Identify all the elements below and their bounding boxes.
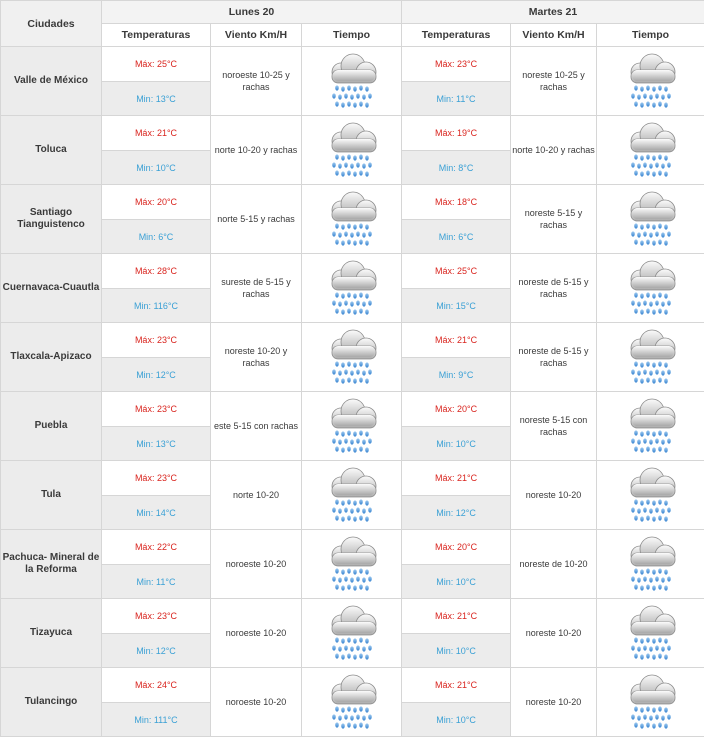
weather-cell: [597, 116, 704, 185]
max-temp: Máx: 21°C: [402, 461, 511, 496]
min-temp: Min: 11°C: [102, 565, 211, 599]
weather-cell: [302, 323, 402, 392]
rain-cloud-icon: [623, 52, 679, 110]
min-temp: Min: 11°C: [402, 82, 511, 116]
city-row: [1, 392, 704, 427]
rain-cloud-icon: [623, 190, 679, 248]
rain-cloud-icon: [324, 466, 380, 524]
min-temp: Min: 9°C: [402, 358, 511, 392]
weather-header: Tiempo: [302, 24, 402, 47]
temperatures-header: Temperaturas: [102, 24, 211, 47]
wind-info: noroeste 10-20: [211, 668, 302, 737]
min-temp: Min: 8°C: [402, 151, 511, 185]
max-temp: Máx: 20°C: [402, 392, 511, 427]
cities-header: Ciudades: [1, 1, 102, 47]
wind-info: noreste 10-25 y rachas: [511, 47, 597, 116]
rain-cloud-icon: [623, 604, 679, 662]
city-name: Tulancingo: [1, 668, 102, 737]
rain-cloud-icon: [324, 673, 380, 731]
min-temp: Min: 12°C: [402, 496, 511, 530]
city-name: Santiago Tianguistenco: [1, 185, 102, 254]
min-temp: Min: 116°C: [102, 289, 211, 323]
max-temp: Máx: 21°C: [402, 668, 511, 703]
weather-cell: [597, 599, 704, 668]
wind-info: noreste de 5-15 y rachas: [511, 254, 597, 323]
max-temp: Máx: 23°C: [102, 392, 211, 427]
city-row: [1, 599, 704, 634]
city-name: Valle de México: [1, 47, 102, 116]
weather-cell: [302, 116, 402, 185]
day-header-2: Martes 21: [402, 1, 704, 24]
wind-info: noreste 10-20: [511, 599, 597, 668]
max-temp: Máx: 23°C: [402, 47, 511, 82]
wind-info: noroeste 10-20: [211, 599, 302, 668]
min-temp: Min: 10°C: [402, 427, 511, 461]
min-temp: Min: 6°C: [402, 220, 511, 254]
city-row: [1, 668, 704, 703]
weather-cell: [302, 47, 402, 116]
weather-cell: [302, 530, 402, 599]
min-temp: Min: 10°C: [102, 151, 211, 185]
min-temp: Min: 10°C: [402, 634, 511, 668]
max-temp: Máx: 20°C: [102, 185, 211, 220]
weather-cell: [597, 47, 704, 116]
max-temp: Máx: 18°C: [402, 185, 511, 220]
min-temp: Min: 14°C: [102, 496, 211, 530]
city-row: [1, 47, 704, 82]
city-name: Puebla: [1, 392, 102, 461]
min-temp: Min: 10°C: [402, 703, 511, 737]
max-temp: Máx: 28°C: [102, 254, 211, 289]
min-temp: Min: 12°C: [102, 634, 211, 668]
city-name: Toluca: [1, 116, 102, 185]
rain-cloud-icon: [623, 673, 679, 731]
city-row: [1, 461, 704, 496]
temperatures-header: Temperaturas: [402, 24, 511, 47]
wind-info: norte 10-20 y rachas: [511, 116, 597, 185]
weather-cell: [302, 668, 402, 737]
rain-cloud-icon: [623, 397, 679, 455]
weather-cell: [302, 461, 402, 530]
weather-cell: [302, 599, 402, 668]
weather-cell: [302, 254, 402, 323]
min-temp: Min: 6°C: [102, 220, 211, 254]
city-name: Pachuca- Mineral de la Reforma: [1, 530, 102, 599]
rain-cloud-icon: [324, 397, 380, 455]
min-temp: Min: 111°C: [102, 703, 211, 737]
wind-header: Viento Km/H: [211, 24, 302, 47]
max-temp: Máx: 22°C: [102, 530, 211, 565]
max-temp: Máx: 25°C: [102, 47, 211, 82]
wind-info: sureste de 5-15 y rachas: [211, 254, 302, 323]
max-temp: Máx: 23°C: [102, 599, 211, 634]
wind-info: norte 10-20 y rachas: [211, 116, 302, 185]
city-row: [1, 254, 704, 289]
max-temp: Máx: 19°C: [402, 116, 511, 151]
rain-cloud-icon: [324, 328, 380, 386]
rain-cloud-icon: [324, 190, 380, 248]
wind-info: norte 10-20: [211, 461, 302, 530]
weather-cell: [597, 668, 704, 737]
rain-cloud-icon: [324, 259, 380, 317]
city-name: Tizayuca: [1, 599, 102, 668]
weather-cell: [302, 392, 402, 461]
wind-info: noreste de 5-15 y rachas: [511, 323, 597, 392]
rain-cloud-icon: [324, 535, 380, 593]
wind-info: noroeste 10-20: [211, 530, 302, 599]
city-row: [1, 530, 704, 565]
max-temp: Máx: 21°C: [402, 599, 511, 634]
city-name: Tula: [1, 461, 102, 530]
max-temp: Máx: 24°C: [102, 668, 211, 703]
max-temp: Máx: 23°C: [102, 323, 211, 358]
max-temp: Máx: 23°C: [102, 461, 211, 496]
wind-info: este 5-15 con rachas: [211, 392, 302, 461]
city-row: [1, 116, 704, 151]
rain-cloud-icon: [324, 121, 380, 179]
wind-info: norte 5-15 y rachas: [211, 185, 302, 254]
max-temp: Máx: 20°C: [402, 530, 511, 565]
rain-cloud-icon: [623, 328, 679, 386]
wind-info: noreste 10-20: [511, 461, 597, 530]
city-name: Cuernavaca-Cuautla: [1, 254, 102, 323]
rain-cloud-icon: [623, 259, 679, 317]
weather-cell: [597, 461, 704, 530]
weather-cell: [597, 323, 704, 392]
rain-cloud-icon: [324, 604, 380, 662]
min-temp: Min: 10°C: [402, 565, 511, 599]
weather-cell: [302, 185, 402, 254]
day-header-1: Lunes 20: [102, 1, 402, 24]
min-temp: Min: 13°C: [102, 427, 211, 461]
city-name: Tlaxcala-Apizaco: [1, 323, 102, 392]
wind-info: noreste 5-15 y rachas: [511, 185, 597, 254]
min-temp: Min: 12°C: [102, 358, 211, 392]
max-temp: Máx: 21°C: [102, 116, 211, 151]
weather-cell: [597, 392, 704, 461]
rain-cloud-icon: [623, 466, 679, 524]
min-temp: Min: 13°C: [102, 82, 211, 116]
city-row: [1, 185, 704, 220]
weather-cell: [597, 185, 704, 254]
wind-info: noreste 10-20: [511, 668, 597, 737]
min-temp: Min: 15°C: [402, 289, 511, 323]
weather-cell: [597, 254, 704, 323]
wind-info: noreste 5-15 con rachas: [511, 392, 597, 461]
max-temp: Máx: 25°C: [402, 254, 511, 289]
wind-info: noreste 10-20 y rachas: [211, 323, 302, 392]
weather-cell: [597, 530, 704, 599]
max-temp: Máx: 21°C: [402, 323, 511, 358]
weather-header: Tiempo: [597, 24, 704, 47]
rain-cloud-icon: [623, 121, 679, 179]
city-row: [1, 323, 704, 358]
wind-info: noroeste 10-25 y rachas: [211, 47, 302, 116]
wind-info: noreste de 10-20: [511, 530, 597, 599]
rain-cloud-icon: [324, 52, 380, 110]
wind-header: Viento Km/H: [511, 24, 597, 47]
rain-cloud-icon: [623, 535, 679, 593]
